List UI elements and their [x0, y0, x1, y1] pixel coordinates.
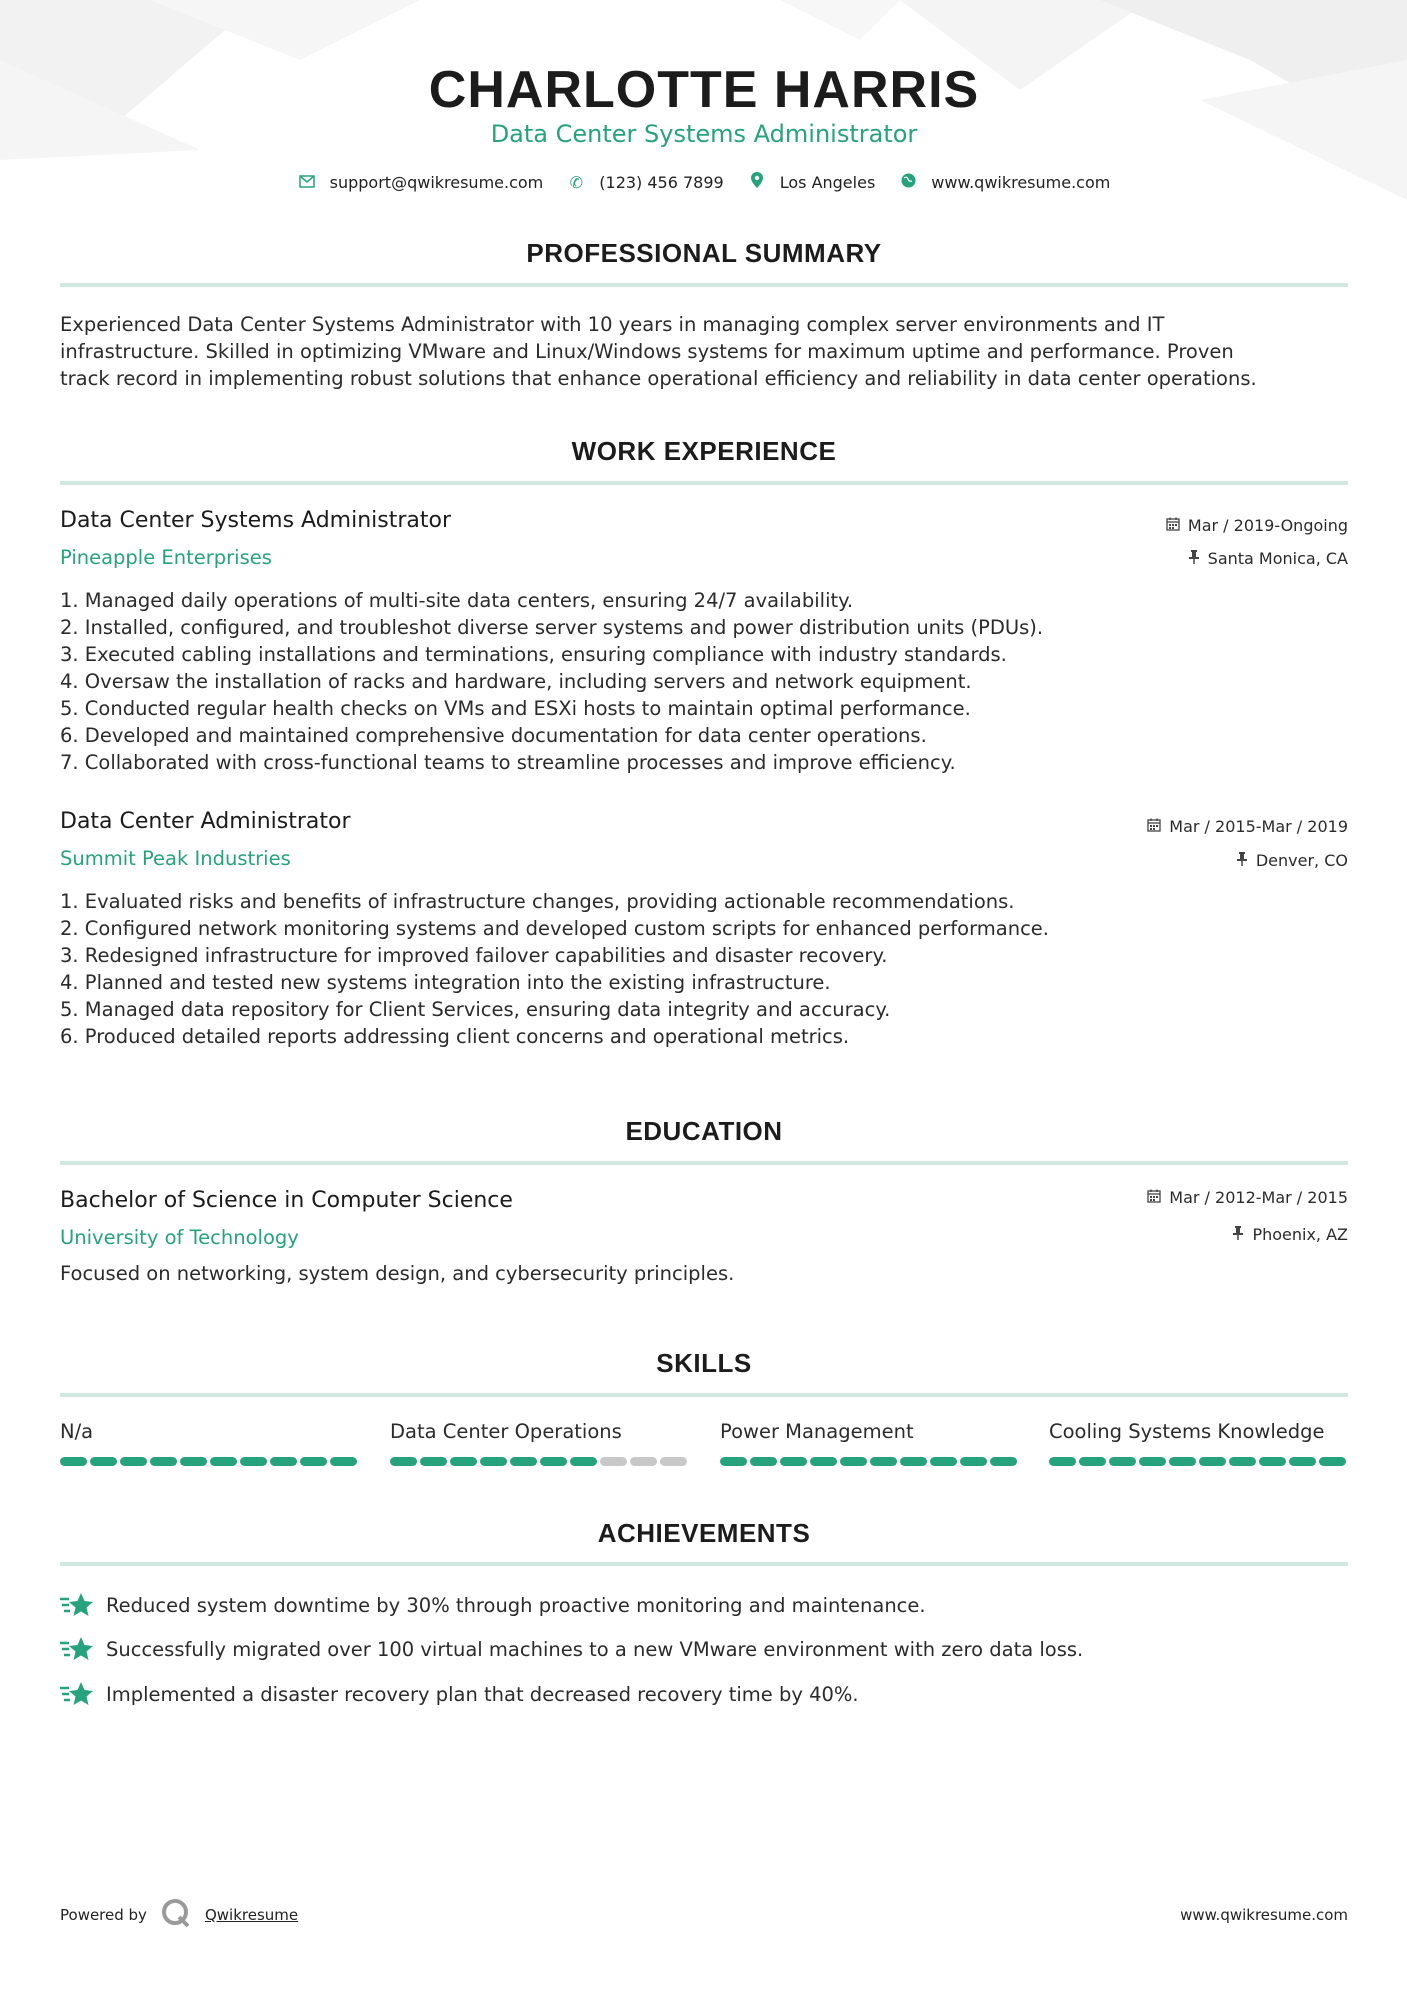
- achievement-item: [60, 1680, 859, 1708]
- contact-website-text: www.qwikresume.com: [931, 172, 1111, 192]
- education-location: [1232, 1225, 1348, 1244]
- skill-level-dot-filled: [750, 1457, 777, 1466]
- skills-divider: [60, 1393, 1348, 1397]
- achievement-text: Successfully migrated over 100 virtual machines to a new VMware environment with zero data loss.: [106, 1637, 1084, 1661]
- powered-by-label: Powered by: [60, 1906, 147, 1924]
- skills-heading: SKILLS: [656, 1348, 752, 1378]
- contact-website[interactable]: [899, 173, 1110, 192]
- skill-level-dot-filled: [330, 1457, 357, 1466]
- achievements-divider: [60, 1562, 1348, 1566]
- candidate-role: Data Center Systems Administrator: [490, 120, 918, 148]
- list-item: 7. Collaborated with cross-functional teams to streamline processes and improve efficiency.: [60, 751, 956, 774]
- achievement-item: [60, 1635, 1083, 1663]
- skill-level-dot-empty: [630, 1457, 657, 1466]
- contact-bar: [60, 172, 1348, 192]
- achievement-text: Reduced system downtime by 30% through proactive monitoring and maintenance.: [106, 1593, 926, 1617]
- skill-name: Power Management: [720, 1420, 914, 1443]
- pushpin-icon: [1188, 550, 1200, 568]
- education-date-text: Mar / 2012-Mar / 2015: [1169, 1188, 1348, 1207]
- skill-level-dot-filled: [510, 1457, 537, 1466]
- contact-phone-text: (123) 456 7899: [599, 172, 724, 192]
- job-location: [1188, 549, 1348, 568]
- list-item: 2. Installed, configured, and troubleshot diverse server systems and power distribution units (PDUs).: [60, 616, 1044, 639]
- skill-item: [60, 1420, 360, 1466]
- list-item: 1. Managed daily operations of multi-site data centers, ensuring 24/7 availability.: [60, 589, 854, 612]
- skill-level-dot-filled: [1289, 1457, 1316, 1466]
- skill-level-dot-filled: [390, 1457, 417, 1466]
- pushpin-icon: [1236, 852, 1248, 870]
- experience-divider: [60, 481, 1348, 485]
- qwikresume-logo-icon: [161, 1898, 191, 1932]
- list-item: 1. Evaluated risks and benefits of infrastructure changes, providing actionable recommendations.: [60, 890, 1015, 913]
- skill-item: [720, 1420, 1020, 1466]
- skill-level-dot-filled: [210, 1457, 237, 1466]
- skill-level-dot-filled: [270, 1457, 297, 1466]
- achievement-item: [60, 1591, 926, 1619]
- education-heading: EDUCATION: [625, 1116, 783, 1146]
- contact-phone[interactable]: [567, 173, 723, 192]
- job-date: [1147, 817, 1348, 836]
- list-item: 6. Developed and maintained comprehensive documentation for data center operations.: [60, 724, 927, 747]
- job-title: Data Center Administrator: [60, 809, 351, 834]
- skill-level-dot-filled: [120, 1457, 147, 1466]
- job-company: Summit Peak Industries: [60, 847, 291, 870]
- skill-item: [1049, 1420, 1349, 1466]
- skill-name: N/a: [60, 1420, 94, 1443]
- job-location: [1236, 851, 1348, 870]
- summary-heading: PROFESSIONAL SUMMARY: [526, 238, 882, 268]
- skill-level-dot-filled: [1139, 1457, 1166, 1466]
- skill-level-dot-filled: [720, 1457, 747, 1466]
- skill-level-dot-filled: [180, 1457, 207, 1466]
- skill-level-dot-filled: [1229, 1457, 1256, 1466]
- education-date: [1147, 1188, 1348, 1207]
- candidate-name: CHARLOTTE HARRIS: [428, 61, 980, 119]
- skill-level-dot-filled: [930, 1457, 957, 1466]
- summary-divider: [60, 283, 1348, 287]
- list-item: 4. Oversaw the installation of racks and hardware, including servers and network equipment.: [60, 670, 972, 693]
- star-badge-icon: [60, 1635, 94, 1663]
- skill-level-dot-filled: [420, 1457, 447, 1466]
- summary-line: track record in implementing robust solutions that enhance operational efficiency and reliability in data center operations.: [60, 367, 1257, 390]
- school-name: University of Technology: [60, 1226, 299, 1249]
- calendar-icon: [1166, 517, 1180, 535]
- skill-level-dot-filled: [540, 1457, 567, 1466]
- skill-level-dot-filled: [1319, 1457, 1346, 1466]
- skill-level-meter: [720, 1457, 1020, 1466]
- skill-level-dot-filled: [1109, 1457, 1136, 1466]
- skill-level-dot-filled: [1079, 1457, 1106, 1466]
- skill-level-dot-filled: [150, 1457, 177, 1466]
- job-location-text: Santa Monica, CA: [1207, 549, 1348, 568]
- envelope-icon: [298, 173, 316, 192]
- achievement-text: Implemented a disaster recovery plan that decreased recovery time by 40%.: [106, 1682, 859, 1706]
- summary-line: infrastructure. Skilled in optimizing VMware and Linux/Windows systems for maximum uptime and performance. Proven: [60, 340, 1234, 363]
- skill-level-dot-filled: [780, 1457, 807, 1466]
- job-title: Data Center Systems Administrator: [60, 508, 452, 533]
- experience-heading: WORK EXPERIENCE: [571, 436, 837, 466]
- calendar-icon: [1147, 1189, 1161, 1207]
- education-description: Focused on networking, system design, and cybersecurity principles.: [60, 1262, 735, 1285]
- list-item: 2. Configured network monitoring systems and developed custom scripts for enhanced performance.: [60, 917, 1049, 940]
- job-responsibilities: [60, 587, 1348, 776]
- summary-line: Experienced Data Center Systems Administrator with 10 years in managing complex server environments and IT: [60, 313, 1165, 336]
- skill-level-dot-filled: [990, 1457, 1017, 1466]
- list-item: 6. Produced detailed reports addressing client concerns and operational metrics.: [60, 1025, 850, 1048]
- skill-level-dot-filled: [60, 1457, 87, 1466]
- skill-level-dot-filled: [300, 1457, 327, 1466]
- skill-level-dot-filled: [480, 1457, 507, 1466]
- star-badge-icon: [60, 1591, 94, 1619]
- skill-item: [390, 1420, 690, 1466]
- job-date-text: Mar / 2015-Mar / 2019: [1169, 817, 1348, 836]
- skill-level-meter: [60, 1457, 360, 1466]
- contact-email[interactable]: [298, 173, 544, 192]
- skill-level-dot-filled: [900, 1457, 927, 1466]
- skill-level-dot-filled: [1169, 1457, 1196, 1466]
- footer-website[interactable]: www.qwikresume.com: [1180, 1906, 1348, 1924]
- skill-level-dot-filled: [1199, 1457, 1226, 1466]
- skill-level-dot-filled: [870, 1457, 897, 1466]
- job-company: Pineapple Enterprises: [60, 546, 272, 569]
- skill-name: Data Center Operations: [390, 1420, 622, 1443]
- calendar-icon: [1147, 818, 1161, 836]
- skill-level-dot-filled: [810, 1457, 837, 1466]
- skill-level-dot-filled: [450, 1457, 477, 1466]
- star-badge-icon: [60, 1680, 94, 1708]
- brand-link[interactable]: Qwikresume: [204, 1906, 299, 1924]
- achievements-heading: ACHIEVEMENTS: [597, 1518, 811, 1548]
- skill-level-dot-filled: [90, 1457, 117, 1466]
- list-item: 5. Conducted regular health checks on VMs and ESXi hosts to maintain optimal performance.: [60, 697, 971, 720]
- skill-level-dot-empty: [600, 1457, 627, 1466]
- list-item: 5. Managed data repository for Client Services, ensuring data integrity and accuracy.: [60, 998, 891, 1021]
- summary-text: [60, 311, 1348, 392]
- globe-icon: [899, 173, 917, 192]
- degree-title: Bachelor of Science in Computer Science: [60, 1188, 513, 1213]
- contact-email-text: support@qwikresume.com: [329, 172, 544, 192]
- contact-location: [748, 172, 876, 192]
- skill-level-dot-filled: [1259, 1457, 1286, 1466]
- job-responsibilities: [60, 888, 1348, 1050]
- education-location-text: Phoenix, AZ: [1252, 1225, 1348, 1244]
- phone-icon: ✆: [569, 172, 583, 192]
- job-date: [1166, 516, 1348, 535]
- skill-level-dot-filled: [960, 1457, 987, 1466]
- footer-powered-by: [60, 1898, 298, 1932]
- pushpin-icon: [1232, 1226, 1244, 1244]
- skill-level-meter: [1049, 1457, 1349, 1466]
- skill-name: Cooling Systems Knowledge: [1049, 1420, 1325, 1443]
- contact-location-text: Los Angeles: [779, 172, 876, 192]
- skill-level-dot-filled: [570, 1457, 597, 1466]
- skill-level-dot-empty: [660, 1457, 687, 1466]
- map-pin-icon: [748, 172, 766, 192]
- list-item: 3. Executed cabling installations and terminations, ensuring compliance with industry standards.: [60, 643, 1007, 666]
- job-date-text: Mar / 2019-Ongoing: [1187, 516, 1348, 535]
- list-item: 4. Planned and tested new systems integration into the existing infrastructure.: [60, 971, 831, 994]
- skill-level-dot-filled: [840, 1457, 867, 1466]
- skill-level-dot-filled: [240, 1457, 267, 1466]
- education-divider: [60, 1161, 1348, 1165]
- job-location-text: Denver, CO: [1255, 851, 1348, 870]
- skill-level-dot-filled: [1049, 1457, 1076, 1466]
- list-item: 3. Redesigned infrastructure for improved failover capabilities and disaster recovery.: [60, 944, 888, 967]
- skill-level-meter: [390, 1457, 690, 1466]
